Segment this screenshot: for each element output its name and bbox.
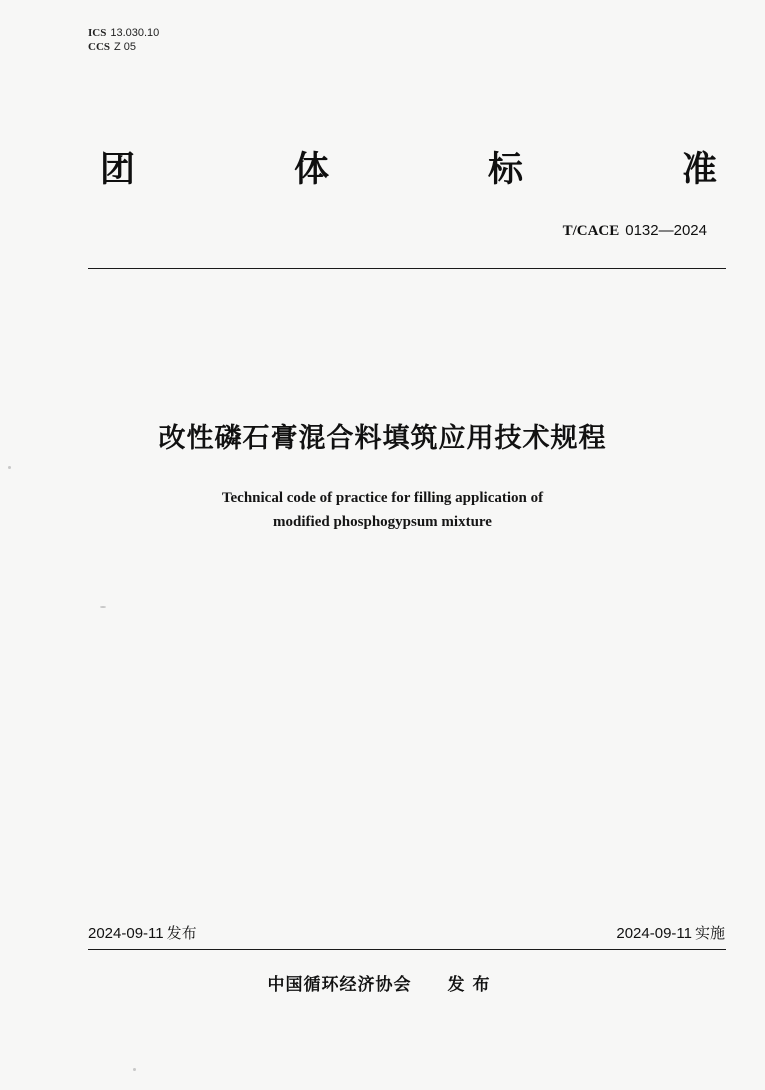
ics-code	[88, 26, 159, 40]
document-title-chinese: 改性磷石膏混合料填筑应用技术规程	[158, 423, 607, 454]
ics-label: ICS	[88, 27, 107, 39]
publisher-action: 发布	[447, 975, 498, 995]
standard-type-char: 准	[681, 150, 717, 190]
ics-value: 13.030.10	[110, 27, 160, 39]
implementation-date-label: 实施	[694, 924, 725, 942]
issue-date-label: 发布	[166, 924, 197, 942]
scan-speck	[133, 1068, 136, 1071]
standard-type-heading	[100, 142, 717, 192]
ccs-code	[88, 40, 159, 54]
standard-number-value: 0132—2024	[625, 222, 707, 239]
standard-number	[563, 221, 707, 240]
issue-date	[88, 922, 197, 943]
standard-type-char: 体	[293, 150, 329, 190]
ccs-label: CCS	[88, 41, 111, 53]
bottom-divider	[88, 949, 726, 950]
english-title-line: modified phosphogypsum mixture	[273, 514, 492, 530]
standard-type-char: 标	[487, 150, 523, 190]
issue-date-value: 2024-09-11	[88, 925, 164, 942]
english-title-line: Technical code of practice for filling application of	[221, 490, 544, 506]
scan-speck	[8, 466, 11, 469]
implementation-date-value: 2024-09-11	[616, 925, 692, 942]
implementation-date	[616, 922, 725, 943]
ccs-value: Z 05	[114, 41, 137, 53]
classification-codes	[88, 26, 159, 54]
publisher-org: 中国循环经济协会	[267, 975, 412, 995]
document-title-english	[0, 486, 765, 534]
standard-org-code: T/CACE	[562, 223, 620, 239]
publisher-line	[0, 970, 765, 995]
standard-type-char: 团	[100, 150, 136, 190]
scan-speck	[100, 606, 106, 608]
top-divider	[88, 268, 726, 269]
